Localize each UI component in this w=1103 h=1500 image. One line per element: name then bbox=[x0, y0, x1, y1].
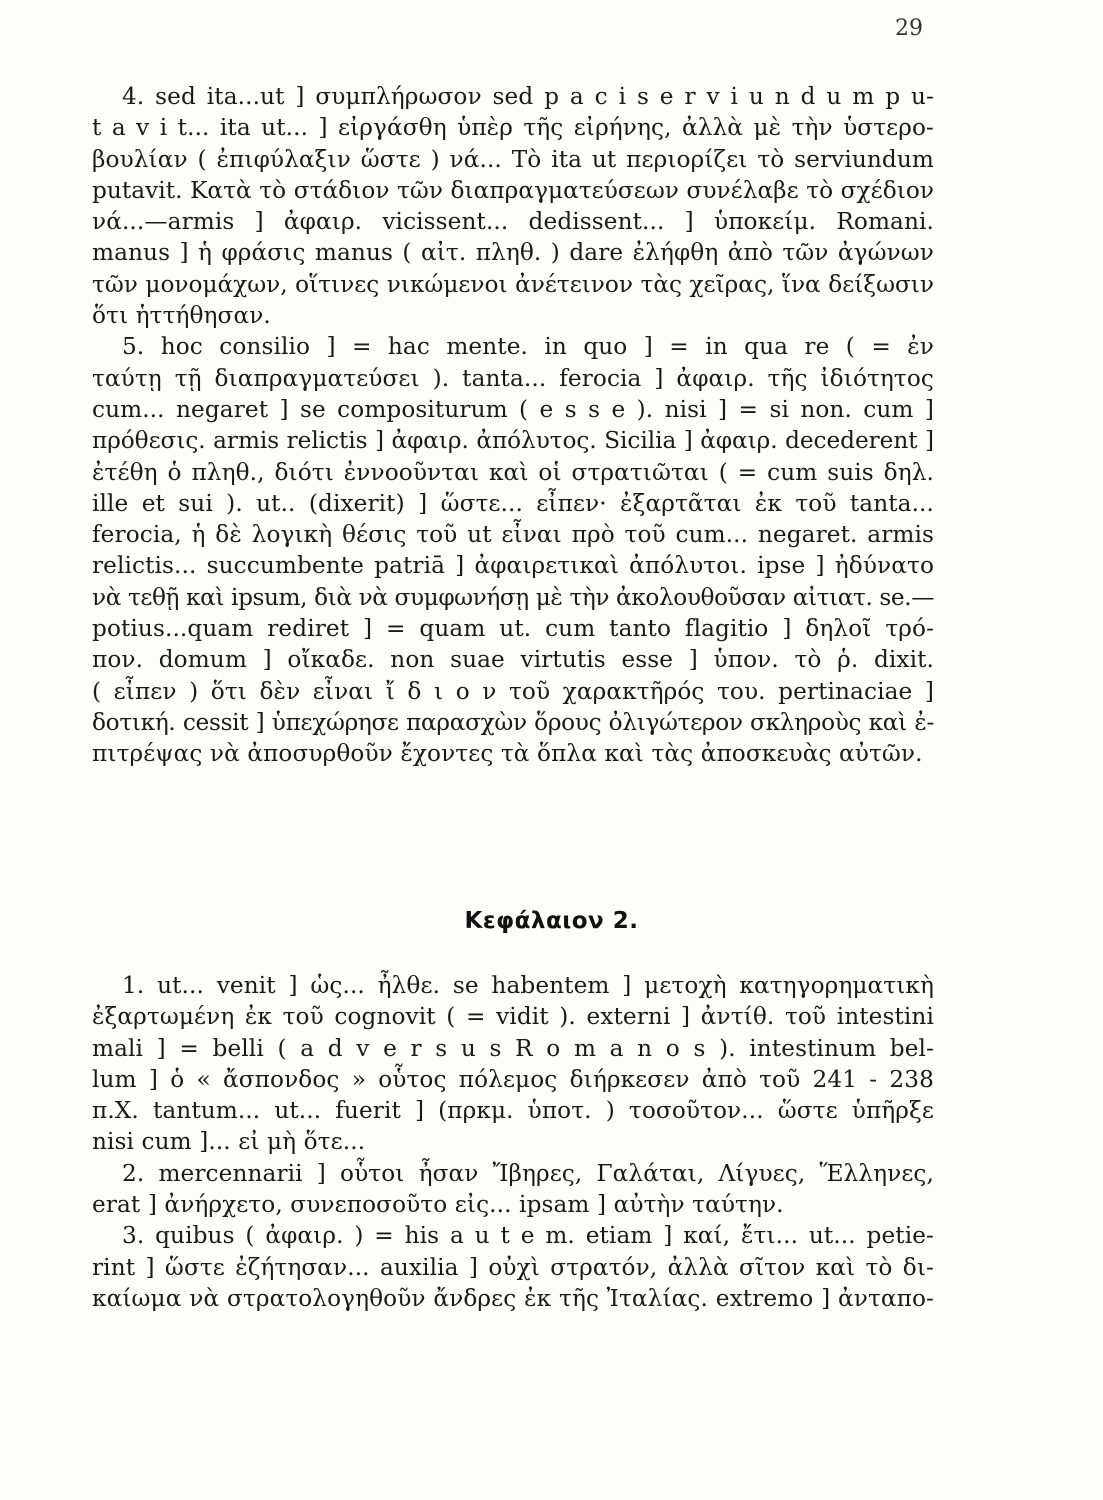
text-line: cum... negaret ] se compositurum ( e s s e ). nisi ] = si non. cum ] bbox=[92, 395, 934, 423]
text-line: 2. mercennarii ] οὗτοι ἦσαν Ἴβηρες, Γαλάται, Λίγυες, Ἕλληνες, bbox=[122, 1159, 934, 1187]
text-line: νὰ τεθῇ καὶ ipsum, διὰ νὰ συμφωνήσῃ μὲ τὴν ἀκολουθοῦσαν αἰτιατ. se.— bbox=[92, 583, 934, 611]
text-line: ( εἶπεν ) ὅτι δὲν εἶναι ἴ δ ι ο ν τοῦ χαρακτῆρός του. pertinaciae ] bbox=[92, 677, 934, 705]
text-line: βουλίαν ( ἐπιφύλαξιν ὥστε ) νά... Τὸ ita ut περιορίζει τὸ serviundum bbox=[92, 145, 934, 173]
text-line: nisi cum ]... εἰ μὴ ὅτε... bbox=[92, 1128, 366, 1156]
text-line: 3. quibus ( ἀφαιρ. ) = his a u t e m. etiam ] καί, ἔτι... ut... petie- bbox=[122, 1222, 934, 1250]
text-line: νά...—armis ] ἀφαιρ. vicissent... dedissent... ] ὑποκείμ. Romani. bbox=[92, 208, 934, 236]
text-line: πον. domum ] οἴκαδε. non suae virtutis esse ] ὑπον. τὸ ῥ. dixit. bbox=[92, 646, 934, 674]
text-line: ille et sui ). ut.. (dixerit) ] ὥστε... εἶπεν· ἐξαρτᾶται ἐκ τοῦ tanta... bbox=[92, 489, 934, 517]
text-line: mali ] = belli ( a d v e r s u s R o m a n o s ). intestinum bel- bbox=[92, 1034, 934, 1062]
text-line: ἐτέθη ὁ πληθ., διότι ἐννοοῦνται καὶ οἱ στρατιῶται ( = cum suis δηλ. bbox=[92, 458, 934, 486]
text-line: lum ] ὁ « ἄσπονδος » οὗτος πόλεμος διήρκεσεν ἀπὸ τοῦ 241 - 238 bbox=[92, 1065, 934, 1093]
text-line: manus ] ἡ φράσις manus ( αἰτ. πληθ. ) dare ἐλήφθη ἀπὸ τῶν ἀγώνων bbox=[92, 239, 934, 267]
text-line: rint ] ὥστε ἐζήτησαν... auxilia ] οὐχὶ στρατόν, ἀλλὰ σῖτον καὶ τὸ δι- bbox=[92, 1253, 934, 1281]
text-line: 1. ut... venit ] ὡς... ἦλθε. se habentem ] μετοχὴ κατηγορηματικὴ bbox=[122, 972, 934, 999]
text-line: erat ] ἀνήρχετο, συνεποσοῦτο εἰς... ipsam ] αὐτὴν ταύτην. bbox=[92, 1191, 784, 1219]
text-line: 5. hoc consilio ] = hac mente. in quo ] = in qua re ( = ἐν bbox=[122, 333, 934, 361]
text-line: ταύτῃ τῇ διαπραγματεύσει ). tanta... ferocia ] ἀφαιρ. τῆς ἰδιότητος bbox=[92, 364, 934, 392]
text-line: π.Χ. tantum... ut... fuerit ] (πρκμ. ὑποτ. ) τοσοῦτον... ὥστε ὑπῆρξε bbox=[92, 1097, 934, 1125]
text-line: ὅτι ἡττήθησαν. bbox=[92, 302, 271, 330]
text-line: 4. sed ita...ut ] συμπλήρωσον sed p a c i s e r v i u n d u m p u- bbox=[122, 83, 934, 110]
text-line: ferocia, ἡ δὲ λογικὴ θέσις τοῦ ut εἶναι πρὸ τοῦ cum... negaret. armis bbox=[92, 521, 934, 549]
text-line: δοτική. cessit ] ὑπεχώρησε παρασχὼν ὅρους ὀλιγώτερον σκληροὺς καὶ ἐ- bbox=[92, 708, 934, 736]
text-line: τῶν μονομάχων, οἵτινες νικώμενοι ἀνέτεινον τὰς χεῖρας, ἵνα δείξωσιν bbox=[92, 270, 934, 298]
text-line: ἐξαρτωμένη ἐκ τοῦ cognovit ( = vidit ). externi ] ἀντίθ. τοῦ intestini bbox=[92, 1003, 934, 1031]
text-line: t a v i t... ita ut... ] εἰργάσθη ὑπὲρ τῆς εἰρήνης, ἀλλὰ μὲ τὴν ὑστερο- bbox=[92, 114, 934, 142]
chapter-heading: Κεφάλαιον 2. bbox=[464, 908, 639, 934]
text-line: καίωμα νὰ στρατολογηθοῦν ἄνδρες ἐκ τῆς Ἰταλίας. extremo ] ἀνταπο- bbox=[92, 1284, 934, 1312]
text-line: πιτρέψας νὰ ἀποσυρθοῦν ἔχοντες τὰ ὅπλα καὶ τὰς ἀποσκευὰς αὐτῶν. bbox=[92, 740, 923, 768]
commentary-chapter-1-text bbox=[92, 81, 934, 770]
text-line: potius...quam rediret ] = quam ut. cum tanto flagitio ] δηλοῖ τρό- bbox=[92, 615, 934, 643]
page-number: 29 bbox=[895, 16, 923, 41]
commentary-chapter-2-text bbox=[92, 970, 934, 1314]
text-line: πρόθεσις. armis relictis ] ἀφαιρ. ἀπόλυτος. Sicilia ] ἀφαιρ. decederent ] bbox=[92, 427, 934, 455]
text-line: relictis... succumbente patriā ] ἀφαιρετικαὶ ἀπόλυτοι. ipse ] ἠδύνατο bbox=[92, 552, 934, 580]
text-line: putavit. Κατὰ τὸ στάδιον τῶν διαπραγματεύσεων συνέλαβε τὸ σχέδιον bbox=[92, 176, 934, 204]
